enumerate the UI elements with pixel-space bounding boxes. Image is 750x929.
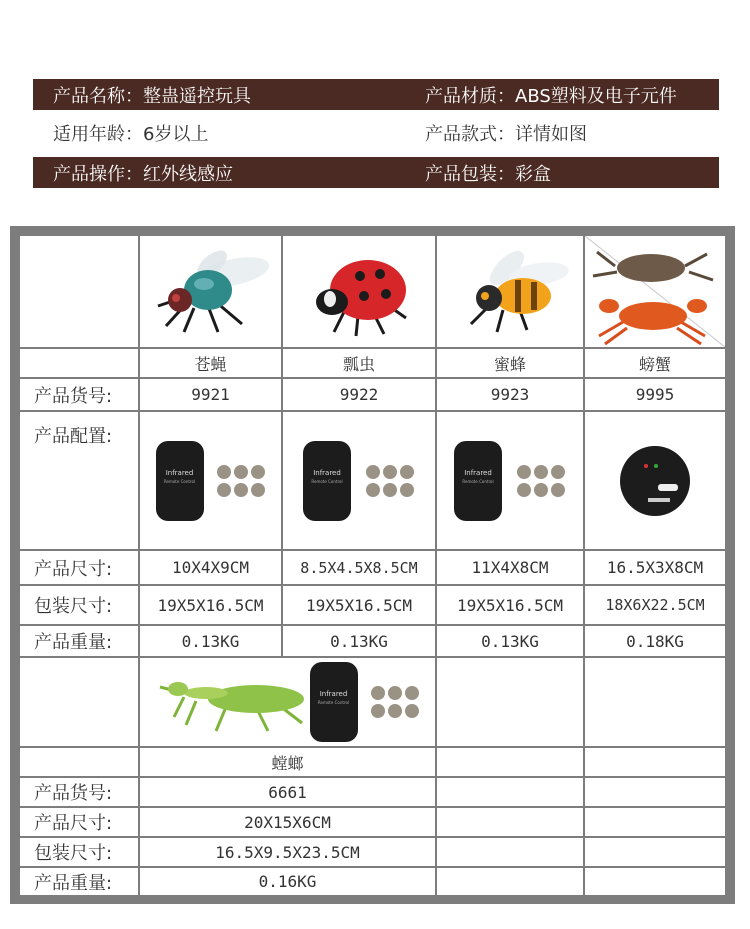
product-age: 适用年龄：6岁以上	[53, 123, 209, 145]
crab-remote-image	[618, 444, 692, 518]
product-name: 产品名称：整蛊遥控玩具	[53, 85, 251, 107]
label-config: 产品配置:	[20, 412, 138, 549]
weight-bee: 0.13KG	[437, 626, 583, 656]
weight-mantis: 0.16KG	[140, 868, 435, 895]
config-bee	[437, 412, 583, 549]
empty-cell	[437, 868, 583, 895]
weight-fly: 0.13KG	[140, 626, 281, 656]
product-name-crab: 螃蟹	[585, 349, 725, 377]
empty-cell	[585, 748, 725, 776]
blank-cell	[20, 349, 138, 377]
empty-cell	[437, 748, 583, 776]
fly-image	[140, 236, 281, 347]
battery-pack-image	[216, 464, 266, 498]
remote-control-image	[310, 662, 358, 742]
blank-cell	[20, 748, 138, 776]
remote-brand: Infrared	[313, 468, 341, 477]
package-size-mantis: 16.5X9.5X23.5CM	[140, 838, 435, 866]
config-fly	[140, 412, 281, 549]
battery-pack-image	[365, 464, 415, 498]
bee-image	[437, 236, 583, 347]
package-size-bee: 19X5X16.5CM	[437, 586, 583, 624]
weight-crab: 0.18KG	[585, 626, 725, 656]
blank-cell	[20, 658, 138, 746]
info-row-1	[33, 79, 719, 110]
label-package-size-mantis: 包装尺寸:	[20, 838, 138, 866]
config-ladybug	[283, 412, 435, 549]
remote-brand: Infrared	[319, 690, 348, 698]
blank-cell	[20, 236, 138, 347]
size-mantis: 20X15X6CM	[140, 808, 435, 836]
label-weight: 产品重量:	[20, 626, 138, 656]
package-size-crab: 18X6X22.5CM	[585, 586, 725, 624]
product-name-ladybug: 瓢虫	[283, 349, 435, 377]
battery-pack-image	[516, 464, 566, 498]
battery-pack-image	[370, 685, 420, 719]
product-packaging: 产品包装：彩盒	[425, 163, 551, 185]
label-weight-mantis: 产品重量:	[20, 868, 138, 895]
ladybug-image	[283, 236, 435, 347]
empty-cell	[437, 808, 583, 836]
empty-cell	[585, 838, 725, 866]
package-size-fly: 19X5X16.5CM	[140, 586, 281, 624]
remote-brand: Infrared	[165, 468, 194, 477]
size-fly: 10X4X9CM	[140, 551, 281, 584]
empty-cell	[585, 658, 725, 746]
product-operation: 产品操作：红外线感应	[53, 163, 233, 185]
info-row-3	[33, 157, 719, 188]
mantis-image	[156, 667, 306, 737]
empty-cell	[437, 658, 583, 746]
size-crab: 16.5X3X8CM	[585, 551, 725, 584]
label-package-size: 包装尺寸:	[20, 586, 138, 624]
label-size: 产品尺寸:	[20, 551, 138, 584]
mantis-config	[140, 658, 435, 746]
remote-control-image	[156, 441, 204, 521]
remote-control-image	[454, 441, 502, 521]
item-no-bee: 9923	[437, 379, 583, 410]
empty-cell	[585, 808, 725, 836]
empty-cell	[437, 778, 583, 806]
remote-subtext: Remote Control	[462, 478, 494, 484]
config-crab	[585, 412, 725, 549]
empty-cell	[585, 868, 725, 895]
empty-cell	[585, 778, 725, 806]
remote-brand: Infrared	[464, 468, 492, 477]
remote-control-image	[303, 441, 351, 521]
weight-ladybug: 0.13KG	[283, 626, 435, 656]
remote-subtext: Remote Control	[317, 700, 350, 705]
label-item-no: 产品货号:	[20, 379, 138, 410]
product-name-bee: 蜜蜂	[437, 349, 583, 377]
remote-subtext: Remote Control	[311, 478, 343, 484]
product-material: 产品材质：ABS塑料及电子元件	[425, 85, 677, 107]
size-ladybug: 8.5X4.5X8.5CM	[283, 551, 435, 584]
item-no-crab: 9995	[585, 379, 725, 410]
empty-cell	[437, 838, 583, 866]
package-size-ladybug: 19X5X16.5CM	[283, 586, 435, 624]
item-no-ladybug: 9922	[283, 379, 435, 410]
crab-image	[585, 236, 725, 347]
label-size-mantis: 产品尺寸:	[20, 808, 138, 836]
spec-table	[10, 226, 735, 904]
info-row-2	[33, 117, 719, 148]
remote-subtext: Remote Control	[163, 478, 196, 484]
label-item-no-mantis: 产品货号:	[20, 778, 138, 806]
product-style: 产品款式：详情如图	[425, 123, 587, 145]
item-no-fly: 9921	[140, 379, 281, 410]
product-name-fly: 苍蝇	[140, 349, 281, 377]
item-no-mantis: 6661	[140, 778, 435, 806]
product-name-mantis: 螳螂	[140, 748, 435, 776]
size-bee: 11X4X8CM	[437, 551, 583, 584]
